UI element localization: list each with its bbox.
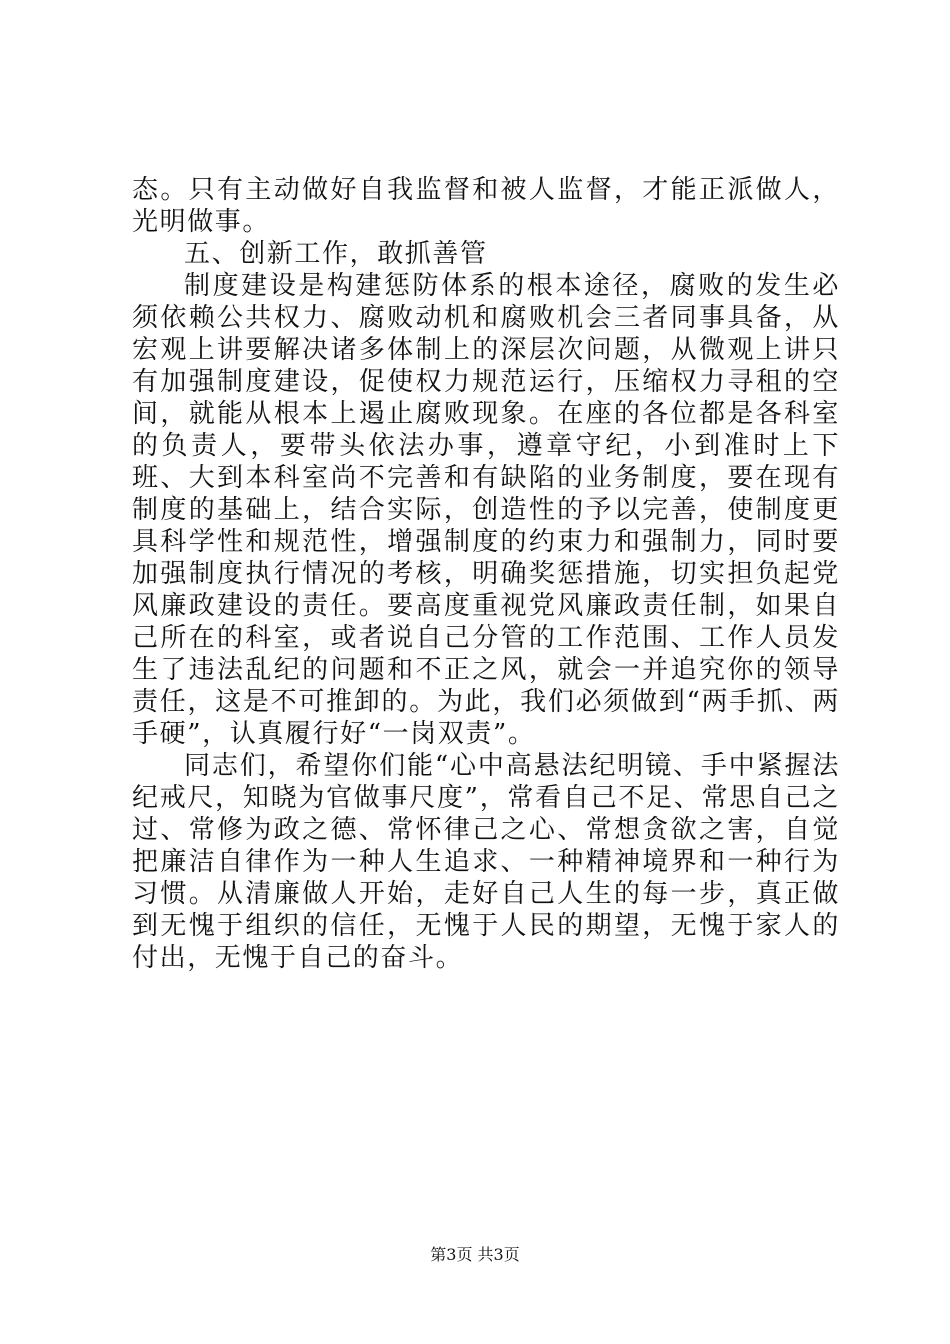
section-heading-five: 五、创新工作，敢抓善管 xyxy=(184,239,488,269)
page-number-footer: 第3页 共3页 xyxy=(430,1245,520,1264)
paragraph-system-building: 制度建设是构建惩防体系的根本途径，腐败的发生必须依赖公共权力、腐败动机和腐败机会三者同事具备，从宏观上讲要解决诸多体制上的深层次问题，从微观上讲只有加强制度建设，促使权力规范运行，压缩权力寻租的空间，就能从根本上遏止腐败现象。在座的各位都是各科室的负责人，要带头依法办事，遵章守纪，小到准时上下班、大到本科室尚不完善和有缺陷的业务制度，要在现有制度的基础上，结合实际，创造性的予以完善，使制度更具科学性和规范性，增强制度的约束力和强制力，同时要加强制度执行情况的考核，明确奖惩措施，切实担负起党风廉政建设的责任。要高度重视党风廉政责任制，如果自己所在的科室，或者说自己分管的工作范围、工作人员发生了违法乱纪的问题和不正之风，就会一并追究你的领导责任，这是不可推卸的。为此，我们必须做到“两手抓、两手硬”，认真履行好“一岗双责”。 xyxy=(132,271,840,749)
paragraph-continuation: 态。只有主动做好自我监督和被人监督，才能正派做人，光明做事。 xyxy=(132,175,840,237)
paragraph-closing: 同志们，希望你们能“心中高悬法纪明镜、手中紧握法纪戒尺，知晓为官做事尺度”，常看自己不足、常思自己之过、常修为政之德、常怀律己之心、常想贪欲之害，自觉把廉洁自律作为一种人生追求、一种精神境界和一种行为习惯。从清廉做人开始，走好自己人生的每一步，真正做到无愧于组织的信任，无愧于人民的期望，无愧于家人的付出，无愧于自己的奋斗。 xyxy=(132,751,840,973)
document-body xyxy=(132,174,840,974)
